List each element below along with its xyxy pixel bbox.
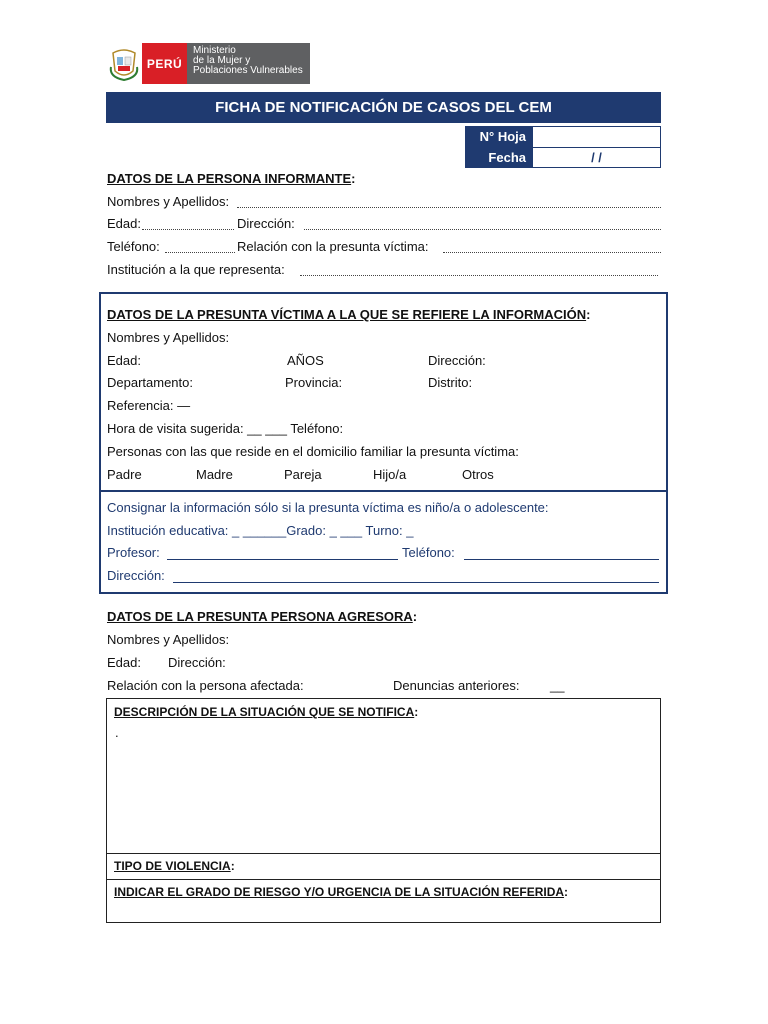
informant-address-label: Dirección: <box>237 216 295 231</box>
description-title: DESCRIPCIÓN DE LA SITUACIÓN QUE SE NOTIFICA: <box>114 705 419 719</box>
ministry-name <box>187 43 310 84</box>
informant-relation-field[interactable] <box>443 252 661 253</box>
minor-address-field[interactable] <box>173 582 659 583</box>
ministry-line-2: de la Mujer y <box>193 55 251 66</box>
form-title: FICHA DE NOTIFICACIÓN DE CASOS DEL CEM <box>106 92 661 123</box>
informant-name-label: Nombres y Apellidos: <box>107 194 230 209</box>
household-option-father[interactable]: Padre <box>107 467 142 482</box>
victim-district-label: Distrito: <box>428 375 473 390</box>
aggressor-name-label: Nombres y Apellidos: <box>107 632 230 647</box>
ministry-logo <box>106 43 310 84</box>
informant-institution-label: Institución a la que representa: <box>107 262 285 277</box>
victim-household-label: Personas con las que reside en el domicilio familiar la presunta víctima: <box>107 444 519 459</box>
informant-institution-field[interactable] <box>300 275 658 276</box>
aggressor-age-label: Edad: <box>107 655 141 670</box>
aggressor-relation-label: Relación con la persona afectada: <box>107 678 304 693</box>
minor-address-label: Dirección: <box>107 568 165 583</box>
victim-age-label: Edad: <box>107 353 141 368</box>
informant-age-field[interactable] <box>142 229 234 230</box>
household-option-mother[interactable]: Madre <box>196 467 233 482</box>
household-option-child[interactable]: Hijo/a <box>373 467 407 482</box>
victim-province-label: Provincia: <box>285 375 343 390</box>
informant-section-title: DATOS DE LA PERSONA INFORMANTE: <box>107 171 356 186</box>
date-field[interactable]: / / <box>533 147 661 168</box>
minor-phone-field[interactable] <box>464 559 659 560</box>
sheet-date-table <box>465 126 661 168</box>
victim-years-label: AÑOS <box>287 353 324 368</box>
informant-age-label: Edad: <box>107 216 141 231</box>
victim-address-label: Dirección: <box>428 353 486 368</box>
sheet-number-label: N° Hoja <box>466 127 533 148</box>
peru-label: PERÚ <box>142 43 187 84</box>
minor-phone-label: Teléfono: <box>402 545 455 560</box>
household-option-others[interactable]: Otros <box>462 467 494 482</box>
ministry-line-1: Ministerio <box>193 45 236 56</box>
victim-visit-hour-label: Hora de visita sugerida: __ ___ Teléfono: <box>107 421 344 436</box>
description-box <box>106 698 661 923</box>
date-label: Fecha <box>466 147 533 168</box>
informant-phone-label: Teléfono: <box>107 239 160 254</box>
household-option-partner[interactable]: Pareja <box>284 467 322 482</box>
informant-name-field[interactable] <box>237 207 661 208</box>
risk-level-row[interactable] <box>107 879 660 923</box>
minor-school-label: Institución educativa: _ ______Grado: _ ___ Turno: _ <box>107 523 414 538</box>
informant-phone-field[interactable] <box>165 252 235 253</box>
aggressor-complaints-field[interactable]: __ <box>550 678 565 693</box>
victim-department-label: Departamento: <box>107 375 193 390</box>
victim-section-title: DATOS DE LA PRESUNTA VÍCTIMA A LA QUE SE REFIERE LA INFORMACIÓN: <box>107 307 591 322</box>
minor-teacher-label: Profesor: <box>107 545 160 560</box>
description-body[interactable]: . <box>115 725 119 740</box>
violence-type-row[interactable] <box>107 853 660 879</box>
violence-type-label: TIPO DE VIOLENCIA: <box>114 859 235 873</box>
risk-level-label: INDICAR EL GRADO DE RIESGO Y/O URGENCIA DE LA SITUACIÓN REFERIDA: <box>114 885 569 899</box>
ministry-line-3: Poblaciones Vulnerables <box>193 65 303 76</box>
aggressor-complaints-label: Denuncias anteriores: <box>393 678 520 693</box>
victim-reference-label: Referencia: — <box>107 398 191 413</box>
minor-teacher-field[interactable] <box>167 559 398 560</box>
aggressor-address-label: Dirección: <box>168 655 226 670</box>
victim-name-label: Nombres y Apellidos: <box>107 330 230 345</box>
informant-address-field[interactable] <box>304 229 661 230</box>
minor-instruction: Consignar la información sólo si la presunta víctima es niño/a o adolescente: <box>107 500 549 515</box>
sheet-number-field[interactable] <box>533 127 661 148</box>
informant-relation-label: Relación con la presunta víctima: <box>237 239 429 254</box>
coat-of-arms-icon <box>106 43 142 84</box>
aggressor-section-title: DATOS DE LA PRESUNTA PERSONA AGRESORA: <box>107 609 418 624</box>
